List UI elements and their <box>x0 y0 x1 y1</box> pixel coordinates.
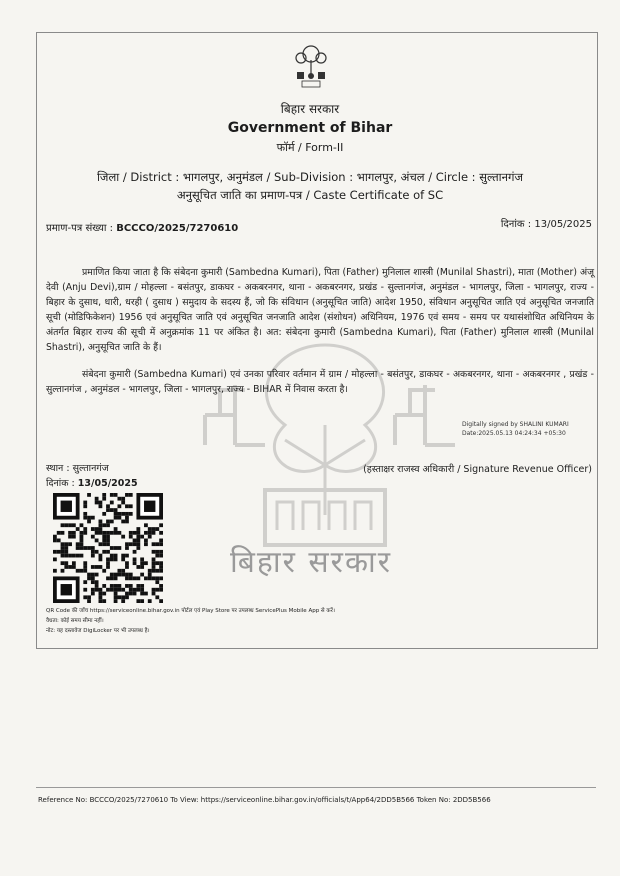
reference-footer: Reference No: BCCCO/2025/7270610 To View: https://serviceonline.bihar.gov.in/officials/t/App64/2DD5B566 Token No: 2DD5B566 <box>38 796 491 804</box>
issue-date <box>501 216 592 230</box>
footer-divider <box>36 787 596 788</box>
signature-label: (हस्ताक्षर राजस्व अधिकारी / Signature Revenue Officer) <box>363 464 592 475</box>
certificate-title: अनुसूचित जाति का प्रमाण-पत्र / Caste Certificate of SC <box>176 188 444 202</box>
place <box>46 461 109 474</box>
notes <box>46 606 335 636</box>
certificate-number-label: प्रमाण-पत्र संख्या : <box>46 223 114 234</box>
note-qr: QR Code की जाँच https://serviceonline.bihar.gov.in पोर्टल एवं Play Store पर उपलब्ध ServicePlus Mobile App से करें। <box>46 608 335 614</box>
circle-value: सुल्तानगंज <box>479 170 524 184</box>
residence-paragraph: संबेदना कुमारी (Sambedna Kumari) एवं उनका परिवार वर्तमान में ग्राम / मोहल्ला - बसंतपुर, डाकघर - अकबरनगर, थाना - अकबरनगर , प्रखंड - सुल्तानगंज , अनुमंडल - भागलपुर, जिला - भागलपुर, राज्य - BIHAR में निवास करता है। <box>46 369 594 395</box>
form-title: फॉर्म / Form-II <box>276 141 344 154</box>
place-date-value: 13/05/2025 <box>77 478 138 489</box>
note-validity: वैधता: कोई समय सीमा नहीं। <box>46 618 104 624</box>
place-value: सुल्तानगंज <box>72 463 109 474</box>
bihar-emblem-icon <box>289 40 333 90</box>
watermark-text: बिहार सरकार <box>230 545 393 580</box>
issue-date-label: दिनांक : <box>500 219 532 230</box>
digital-signature <box>462 420 569 438</box>
digital-signature-line2: Date:2025.05.13 04:24:34 +05:30 <box>462 430 566 437</box>
hindi-title: बिहार सरकार <box>280 102 340 116</box>
certificate-number-value: BCCCO/2025/7270610 <box>116 223 239 234</box>
english-title: Government of Bihar <box>227 120 393 136</box>
place-label: स्थान : <box>46 463 70 474</box>
note-digilocker: नोट: यह दस्तावेज DigiLocker पर भी उपलब्ध है। <box>46 628 150 634</box>
place-date <box>46 476 138 489</box>
issue-date-value: 13/05/2025 <box>534 219 592 230</box>
location-line <box>0 170 620 185</box>
district-value: भागलपुर, अनुमंडल / Sub-Division : <box>182 170 354 184</box>
certificate-number <box>46 220 238 234</box>
certification-paragraph: प्रमाणित किया जाता है कि संबेदना कुमारी (Sambedna Kumari), पिता (Father) मुनिलाल शास्त्री (Munilal Shastri), माता (Mother) अंजू देवी (Anju Devi),ग्राम / मोहल्ला - बसंतपुर, डाकघर - अकबरनगर, थाना - अकबरनगर, प्रखंड - सुल्तानगंज, अनुमंडल - भागलपुर, जिला - भागलपुर, राज्य - बिहार के दुसाध, धारी, धरही ( दुसाध ) समुदाय के सदस्य हैं, जो कि संविधान (अनुसूचित जाति) आदेश 1950, संविधान अनुसूचित जाति एवं अनुसूचित जनजाति सूची (मोडिफिकेशन) 1956 एवं अनुसूचित जाति एवं अनुसूचित जनजाति आदेश (संशोधन) अधिनियम, 1976 एवं समय - समय पर यथासंशोधित अधिनियम के अंतर्गत बिहार राज्य की सूची में अनुक्रमांक 11 पर अंकित है। अत: संबेदना कुमारी (Sambedna Kumari), पिता (Father) मुनिलाल शास्त्री (Munilal Shastri), अनुसूचित जाति के हैं। <box>46 267 594 353</box>
place-date-label: दिनांक : <box>46 478 75 489</box>
district-label: जिला / District : <box>96 170 180 184</box>
digital-signature-line1: Digitally signed by SHALINI KUMARI <box>462 421 569 428</box>
qr-code-icon[interactable] <box>52 493 164 603</box>
subdivision-value: भागलपुर, अंचल / Circle : <box>356 170 476 184</box>
